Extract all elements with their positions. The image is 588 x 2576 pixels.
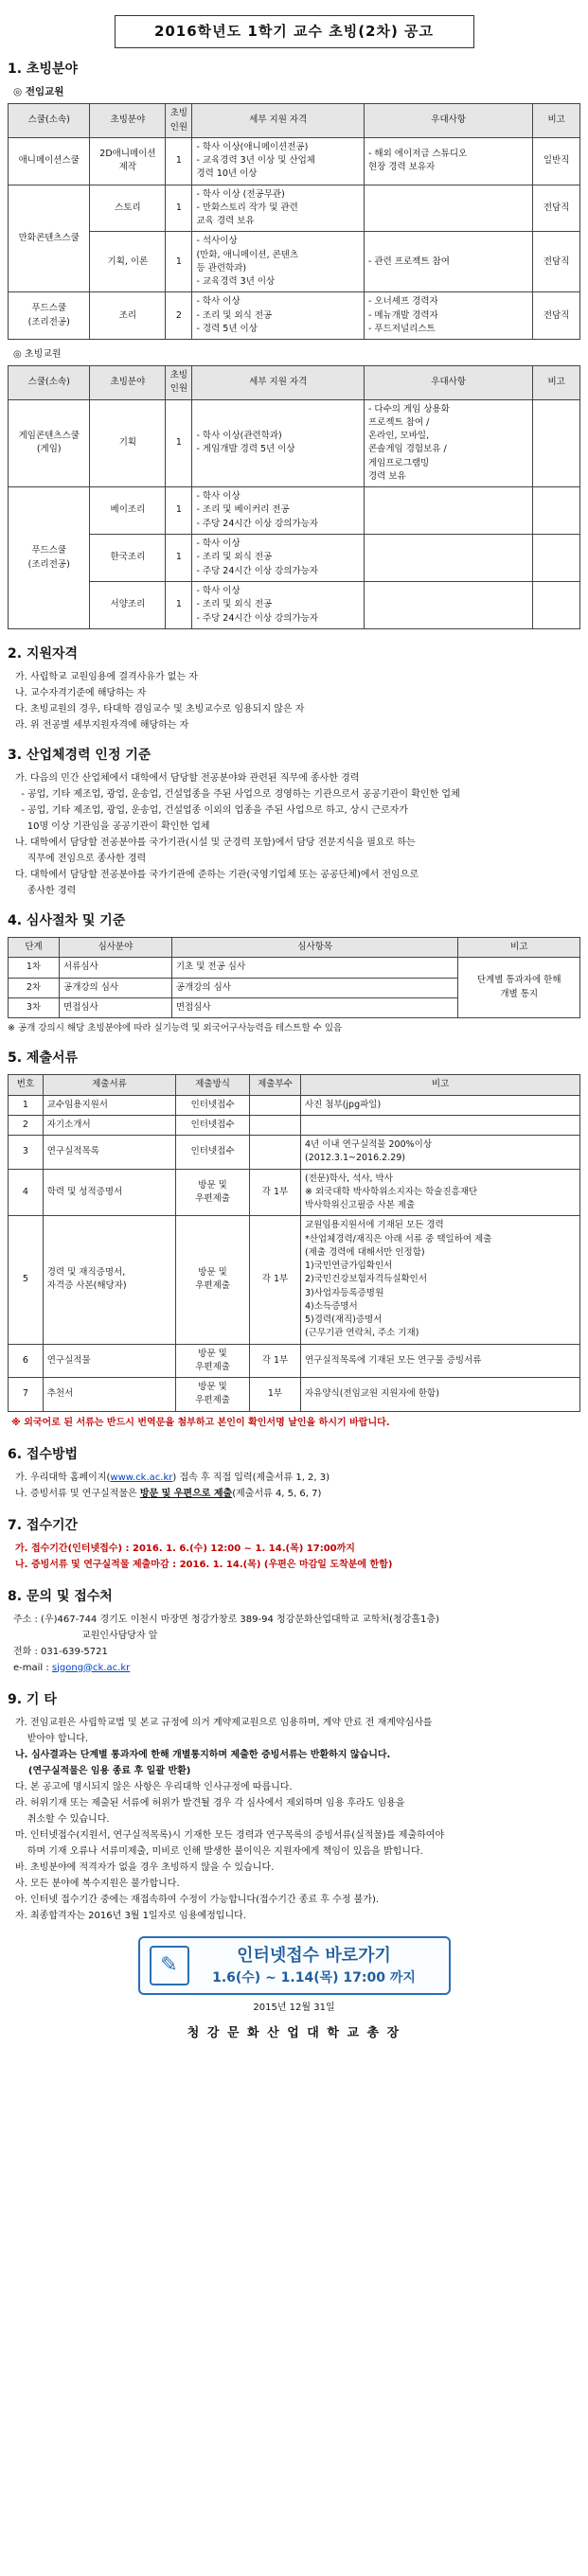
list-item: 나. 증빙서류 및 연구실적물 제출마감 : 2016. 1. 14.(목) (우편은 마감일 도착분에 한함)	[15, 1559, 393, 1570]
school-cell: 푸드스쿨 (조리전공)	[9, 292, 90, 340]
count-cell: 1	[166, 137, 192, 185]
number-cell: 6	[9, 1344, 44, 1378]
list-item: - 공업, 기타 제조업, 광업, 운송업, 건설업종을 주된 사업으로 경영하는 기관으로서 공공기관이 확인한 업체	[15, 789, 460, 800]
school-cell: 푸드스쿨 (조리전공)	[9, 487, 90, 629]
copies-cell: 각 1부	[249, 1216, 300, 1344]
table-header-row	[9, 104, 580, 138]
list-item: 종사한 경력	[15, 886, 77, 896]
column-header: 우대사항	[364, 104, 532, 138]
list-item: (연구실적물은 임용 종료 후 일괄 반환)	[15, 1765, 191, 1776]
preference-cell	[364, 535, 532, 582]
list-item: 다. 초빙교원의 경우, 타대학 겸임교수 및 초빙교수로 임용되지 않은 자	[15, 704, 305, 715]
list-item: - 공업, 기타 제조업, 광업, 운송업, 건설업종 이외의 업종을 주된 사업으로 하고, 상시 근로자가	[15, 805, 408, 816]
note-cell	[533, 582, 580, 629]
count-cell: 1	[166, 232, 192, 292]
table-row	[9, 137, 580, 185]
document-cell: 경력 및 재직증명서, 자격증 사본(해당자)	[43, 1216, 175, 1344]
banner-date: 1.6(수) ~ 1.14(목) 17:00 까지	[212, 1969, 416, 1985]
list-item: 하며 기재 오류나 서류미제출, 미비로 인해 발생한 불이익은 지원자에게 책임이 있음을 밝힙니다.	[15, 1845, 423, 1857]
note-cell: (전문)학사, 석사, 박사 ※ 외국대학 박사학위소지자는 학술진흥재단 박사학위신고필증 사본 제출	[300, 1169, 579, 1216]
document-pencil-icon: ✎	[150, 1946, 189, 1985]
column-header: 세부 지원 자격	[192, 104, 365, 138]
table-row	[9, 1169, 580, 1216]
list-item: 라. 허위기재 또는 제출된 서류에 허위가 발견될 경우 각 심사에서 제외하며 임용 후라도 임용을	[15, 1797, 405, 1808]
step-cell: 1차	[9, 958, 60, 978]
method-emphasis: 방문 및 우편으로 제출	[139, 1488, 233, 1499]
list-item: 나. 심사결과는 단계별 통과자에 한해 개별통지하며 제출한 증빙서류는 반환하지 않습니다.	[15, 1749, 391, 1760]
method-cell: 방문 및 우편제출	[176, 1344, 250, 1378]
table-row	[9, 292, 580, 340]
column-header: 세부 지원 자격	[192, 366, 365, 400]
address-line-2: 교원인사담당자 앞	[81, 1630, 158, 1641]
table-row	[9, 1344, 580, 1378]
method-text: (제출서류 4, 5, 6, 7)	[232, 1488, 322, 1499]
qualification-cell: - 학사 이상 - 조리 및 외식 전공 - 경력 5년 이상	[192, 292, 365, 340]
full-time-table	[8, 103, 580, 340]
area-cell: 서류심사	[60, 958, 172, 978]
email-link[interactable]: sjgong@ck.ac.kr	[51, 1662, 131, 1673]
list-item: 사. 모든 분야에 복수지원은 불가합니다.	[15, 1878, 180, 1889]
table-row	[9, 487, 580, 535]
contact-info	[8, 1613, 580, 1675]
adjunct-label: ◎ 초빙교원	[13, 349, 62, 360]
document-cell: 학력 및 성적증명서	[43, 1169, 175, 1216]
count-cell: 1	[166, 399, 192, 487]
column-header: 스쿨(소속)	[9, 366, 90, 400]
table-row	[9, 232, 580, 292]
list-item: 자. 최종합격자는 2016년 3월 1일자로 임용예정입니다.	[15, 1910, 246, 1921]
preference-cell	[364, 582, 532, 629]
step-cell: 2차	[9, 978, 60, 997]
banner-title: 인터넷접수 바로가기	[237, 1945, 391, 1966]
list-item: 다. 본 공고에 명시되지 않은 사항은 우리대학 인사규정에 따릅니다.	[15, 1781, 293, 1792]
list-item: 다. 대학에서 담당할 전공분야를 국가기관에 준하는 기관(국영기업체 또는 공공단체)에서 전임으로	[15, 870, 419, 880]
column-header: 비고	[533, 366, 580, 400]
qualification-cell: - 학사 이상 (전공무관) - 만화스토리 작가 및 관련 교육 경력 보유	[192, 185, 365, 232]
address-text: 주소 : (우)467-744 경기도 이천시 마장면 청강가창로 389-94 청강문화산업대학교 교학처(청강홀1층)	[13, 1614, 439, 1625]
review-footnote: ※ 공개 강의시 해당 초빙분야에 따라 실기능력 및 외국어구사능력을 테스트할 수 있음	[8, 1023, 343, 1033]
document-cell: 교수임용지원서	[43, 1095, 175, 1115]
section-heading: 9. 기 타	[8, 1691, 57, 1707]
full-time-label: ◎ 전임교원	[13, 85, 64, 97]
method-cell: 인터넷접수	[176, 1095, 250, 1115]
list-item: 나. 교수자격기준에 해당하는 자	[15, 688, 147, 698]
banner-text	[189, 1943, 439, 1988]
list-item: 마. 인터넷접수(지원서, 연구실적목록)시 기재한 모든 경력과 연구목록의 증빙서류(실적물)를 제출하여야	[15, 1829, 445, 1841]
column-header: 단계	[9, 938, 60, 958]
document-cell: 연구실적목록	[43, 1136, 175, 1170]
field-cell: 2D애니메이션 제작	[90, 137, 166, 185]
qualification-cell: - 석사이상 (만화, 애니메이션, 콘텐츠 등 관련학과) - 교육경력 3년 이상	[192, 232, 365, 292]
table-row	[9, 535, 580, 582]
field-cell: 서양조리	[90, 582, 166, 629]
number-cell: 3	[9, 1136, 44, 1170]
preference-cell	[364, 185, 532, 232]
count-cell: 1	[166, 487, 192, 535]
submission-method-list	[8, 1471, 580, 1501]
area-cell: 면접심사	[60, 997, 172, 1017]
career-criteria-list	[8, 771, 580, 898]
list-item: 라. 위 전공별 세부지원자격에 해당하는 자	[15, 720, 189, 731]
preference-cell: - 오너셰프 경력자 - 메뉴개발 경력자 - 푸드저널리스트	[364, 292, 532, 340]
method-cell: 인터넷접수	[176, 1136, 250, 1170]
table-row	[9, 1095, 580, 1115]
document-cell: 추천서	[43, 1378, 175, 1412]
column-header: 초빙분야	[90, 366, 166, 400]
note-cell: 자유양식(전임교원 지원자에 한함)	[300, 1378, 579, 1412]
qualification-cell: - 학사 이상(애니메이션전공) - 교육경력 3년 이상 및 산업체 경력 10년 이상	[192, 137, 365, 185]
number-cell: 5	[9, 1216, 44, 1344]
column-header: 비고	[533, 104, 580, 138]
table-row	[9, 1115, 580, 1135]
phone-text: 전화 : 031-639-5721	[13, 1646, 108, 1657]
list-item: 직무에 전임으로 종사한 경력	[15, 854, 147, 864]
table-header-row	[9, 938, 580, 958]
section-heading: 1. 초빙분야	[8, 61, 79, 77]
table-row	[9, 582, 580, 629]
column-header: 제출부수	[249, 1075, 300, 1095]
school-cell: 만화콘텐츠스쿨	[9, 185, 90, 292]
copies-cell	[249, 1115, 300, 1135]
qualification-cell: - 학사 이상 - 조리 및 베이커리 전공 - 주당 24시간 이상 강의가능자	[192, 487, 365, 535]
note-cell	[533, 399, 580, 487]
list-item: 아. 인터넷 접수기간 중에는 재접속하여 수정이 가능합니다(접수기간 종료 후 수정 불가).	[15, 1894, 380, 1905]
table-row	[9, 1216, 580, 1344]
note-cell: 전담직	[533, 185, 580, 232]
list-item: 가. 사립학교 교원임용에 결격사유가 없는 자	[15, 672, 198, 682]
signature: 청 강 문 화 산 업 대 학 교 총 장	[187, 2025, 401, 2040]
note-cell: 일반직	[533, 137, 580, 185]
copies-cell	[249, 1095, 300, 1115]
list-item	[15, 1487, 580, 1501]
page-title: 2016학년도 1학기 교수 초빙(2차) 공고	[115, 15, 474, 48]
number-cell: 2	[9, 1115, 44, 1135]
email-line	[13, 1661, 580, 1675]
preference-cell: - 다수의 게임 상용화 프로젝트 참여 / 온라인, 모바일, 콘솔게임 경험보유 / 게임프로그램밍 경력 보유	[364, 399, 532, 487]
copies-cell: 1부	[249, 1378, 300, 1412]
method-cell: 인터넷접수	[176, 1115, 250, 1135]
period-list	[8, 1542, 580, 1572]
misc-list	[8, 1716, 580, 1923]
method-cell: 방문 및 우편제출	[176, 1169, 250, 1216]
preference-cell: - 관련 프로젝트 참여	[364, 232, 532, 292]
item-cell: 기초 및 전공 심사	[171, 958, 458, 978]
list-item: 가. 접수기간(인터넷접수) : 2016. 1. 6.(수) 12:00 ~ 1. 14.(목) 17:00까지	[15, 1543, 355, 1554]
field-cell: 기획, 이론	[90, 232, 166, 292]
column-header: 비고	[300, 1075, 579, 1095]
column-header: 심사분야	[60, 938, 172, 958]
table-row	[9, 399, 580, 487]
list-item: 받아야 합니다.	[15, 1733, 89, 1744]
column-header: 제출방식	[176, 1075, 250, 1095]
column-header: 우대사항	[364, 366, 532, 400]
method-cell: 방문 및 우편제출	[176, 1378, 250, 1412]
list-item: 10명 이상 기관임을 공공기관이 확인한 업체	[15, 821, 210, 832]
copies-cell: 각 1부	[249, 1344, 300, 1378]
table-header-row	[9, 1075, 580, 1095]
copies-cell	[249, 1136, 300, 1170]
notice-date: 2015년 12월 31일	[253, 2002, 335, 2013]
list-item	[15, 1471, 580, 1485]
field-cell: 한국조리	[90, 535, 166, 582]
column-header: 초빙 인원	[166, 366, 192, 400]
documents-warning: ※ 외국어로 된 서류는 반드시 번역문을 첨부하고 본인이 확인서명 날인을 하시기 바랍니다.	[11, 1417, 390, 1428]
field-cell: 기획	[90, 399, 166, 487]
column-header: 비고	[458, 938, 580, 958]
field-cell: 조리	[90, 292, 166, 340]
note-cell: 사진 첨부(jpg파일)	[300, 1095, 579, 1115]
table-row	[9, 1378, 580, 1412]
item-cell: 공개강의 심사	[171, 978, 458, 997]
field-cell: 베이조리	[90, 487, 166, 535]
qualification-cell: - 학사 이상(관련학과) - 게임개발 경력 5년 이상	[192, 399, 365, 487]
method-cell: 방문 및 우편제출	[176, 1216, 250, 1344]
area-cell: 공개강의 심사	[60, 978, 172, 997]
homepage-link[interactable]: www.ck.ac.kr	[110, 1472, 173, 1483]
count-cell: 1	[166, 582, 192, 629]
column-header: 번호	[9, 1075, 44, 1095]
item-cell: 면접심사	[171, 997, 458, 1017]
section-heading: 8. 문의 및 접수처	[8, 1588, 113, 1604]
section-heading: 5. 제출서류	[8, 1050, 79, 1067]
adjunct-table	[8, 365, 580, 629]
table-row	[9, 1136, 580, 1170]
preference-cell: - 해외 에이저급 스튜디오 현장 경력 보유자	[364, 137, 532, 185]
note-cell	[300, 1115, 579, 1135]
note-cell: 전담직	[533, 232, 580, 292]
note-cell	[533, 487, 580, 535]
number-cell: 7	[9, 1378, 44, 1412]
document-cell: 자기소개서	[43, 1115, 175, 1135]
copies-cell: 각 1부	[249, 1169, 300, 1216]
table-header-row	[9, 366, 580, 400]
section-heading: 2. 지원자격	[8, 646, 79, 662]
number-cell: 1	[9, 1095, 44, 1115]
method-text: 가. 우리대학 홈페이지(	[15, 1472, 111, 1483]
number-cell: 4	[9, 1169, 44, 1216]
note-cell: 4년 이내 연구실적물 200%이상 (2012.3.1~2016.2.29)	[300, 1136, 579, 1170]
table-row	[9, 185, 580, 232]
note-cell	[533, 535, 580, 582]
list-item: 취소할 수 있습니다.	[15, 1813, 110, 1825]
step-cell: 3차	[9, 997, 60, 1017]
list-item: 가. 전임교원은 사립학교법 및 본교 규정에 의거 계약제교원으로 임용하며, 계약 만료 전 재계약심사를	[15, 1717, 433, 1728]
section-heading: 6. 접수방법	[8, 1446, 79, 1462]
column-header: 초빙 인원	[166, 104, 192, 138]
section-heading: 7. 접수기간	[8, 1517, 79, 1533]
note-cell: 교원임용지원서에 기재된 모든 경력 *산업체경력/재직은 아래 서류 중 택일하여 제출 (제출 경력에 대해서만 인정함) 1)국민연금가입확인서 2)국민건강보험자격득실확인서 3)사업자등록증명원 4)소득증명서 5)경력(재직)증명서 (근무기관 연락처, 주소 기재)	[300, 1216, 579, 1344]
column-header: 심사항목	[171, 938, 458, 958]
remark-cell: 단계별 통과자에 한해 개별 통지	[458, 958, 580, 1018]
documents-table	[8, 1074, 580, 1411]
count-cell: 2	[166, 292, 192, 340]
list-item: 가. 다음의 민간 산업체에서 대학에서 담당할 전공분야와 관련된 직무에 종사한 경력	[15, 773, 360, 784]
section-heading: 3. 산업체경력 인정 기준	[8, 748, 151, 763]
field-cell: 스토리	[90, 185, 166, 232]
qualification-cell: - 학사 이상 - 조리 및 외식 전공 - 주당 24시간 이상 강의가능자	[192, 582, 365, 629]
list-item: 나. 대학에서 담당할 전공분야를 국가기관(시설 및 군경력 포함)에서 담당 전문지식을 필요로 하는	[15, 838, 416, 848]
school-cell: 게임콘텐츠스쿨 (게임)	[9, 399, 90, 487]
review-table	[8, 937, 580, 1018]
note-cell: 연구실적목록에 기재된 모든 연구물 증빙서류	[300, 1344, 579, 1378]
table-row	[9, 958, 580, 978]
school-cell: 애니메이션스쿨	[9, 137, 90, 185]
count-cell: 1	[166, 535, 192, 582]
online-application-banner[interactable]	[138, 1936, 451, 1995]
qualification-list	[8, 670, 580, 732]
column-header: 스쿨(소속)	[9, 104, 90, 138]
note-cell: 전담직	[533, 292, 580, 340]
preference-cell	[364, 487, 532, 535]
method-text: ) 접속 후 직접 입력(제출서류 1, 2, 3)	[172, 1472, 330, 1483]
qualification-cell: - 학사 이상 - 조리 및 외식 전공 - 주당 24시간 이상 강의가능자	[192, 535, 365, 582]
method-text: 나. 증빙서류 및 연구실적물은	[15, 1488, 140, 1499]
count-cell: 1	[166, 185, 192, 232]
document-cell: 연구실적물	[43, 1344, 175, 1378]
email-label: e-mail :	[13, 1662, 52, 1673]
column-header: 초빙분야	[90, 104, 166, 138]
list-item: 바. 초빙분야에 적격자가 없을 경우 초빙하지 않을 수 있습니다.	[15, 1861, 275, 1873]
section-heading: 4. 심사절차 및 기준	[8, 913, 126, 928]
column-header: 제출서류	[43, 1075, 175, 1095]
